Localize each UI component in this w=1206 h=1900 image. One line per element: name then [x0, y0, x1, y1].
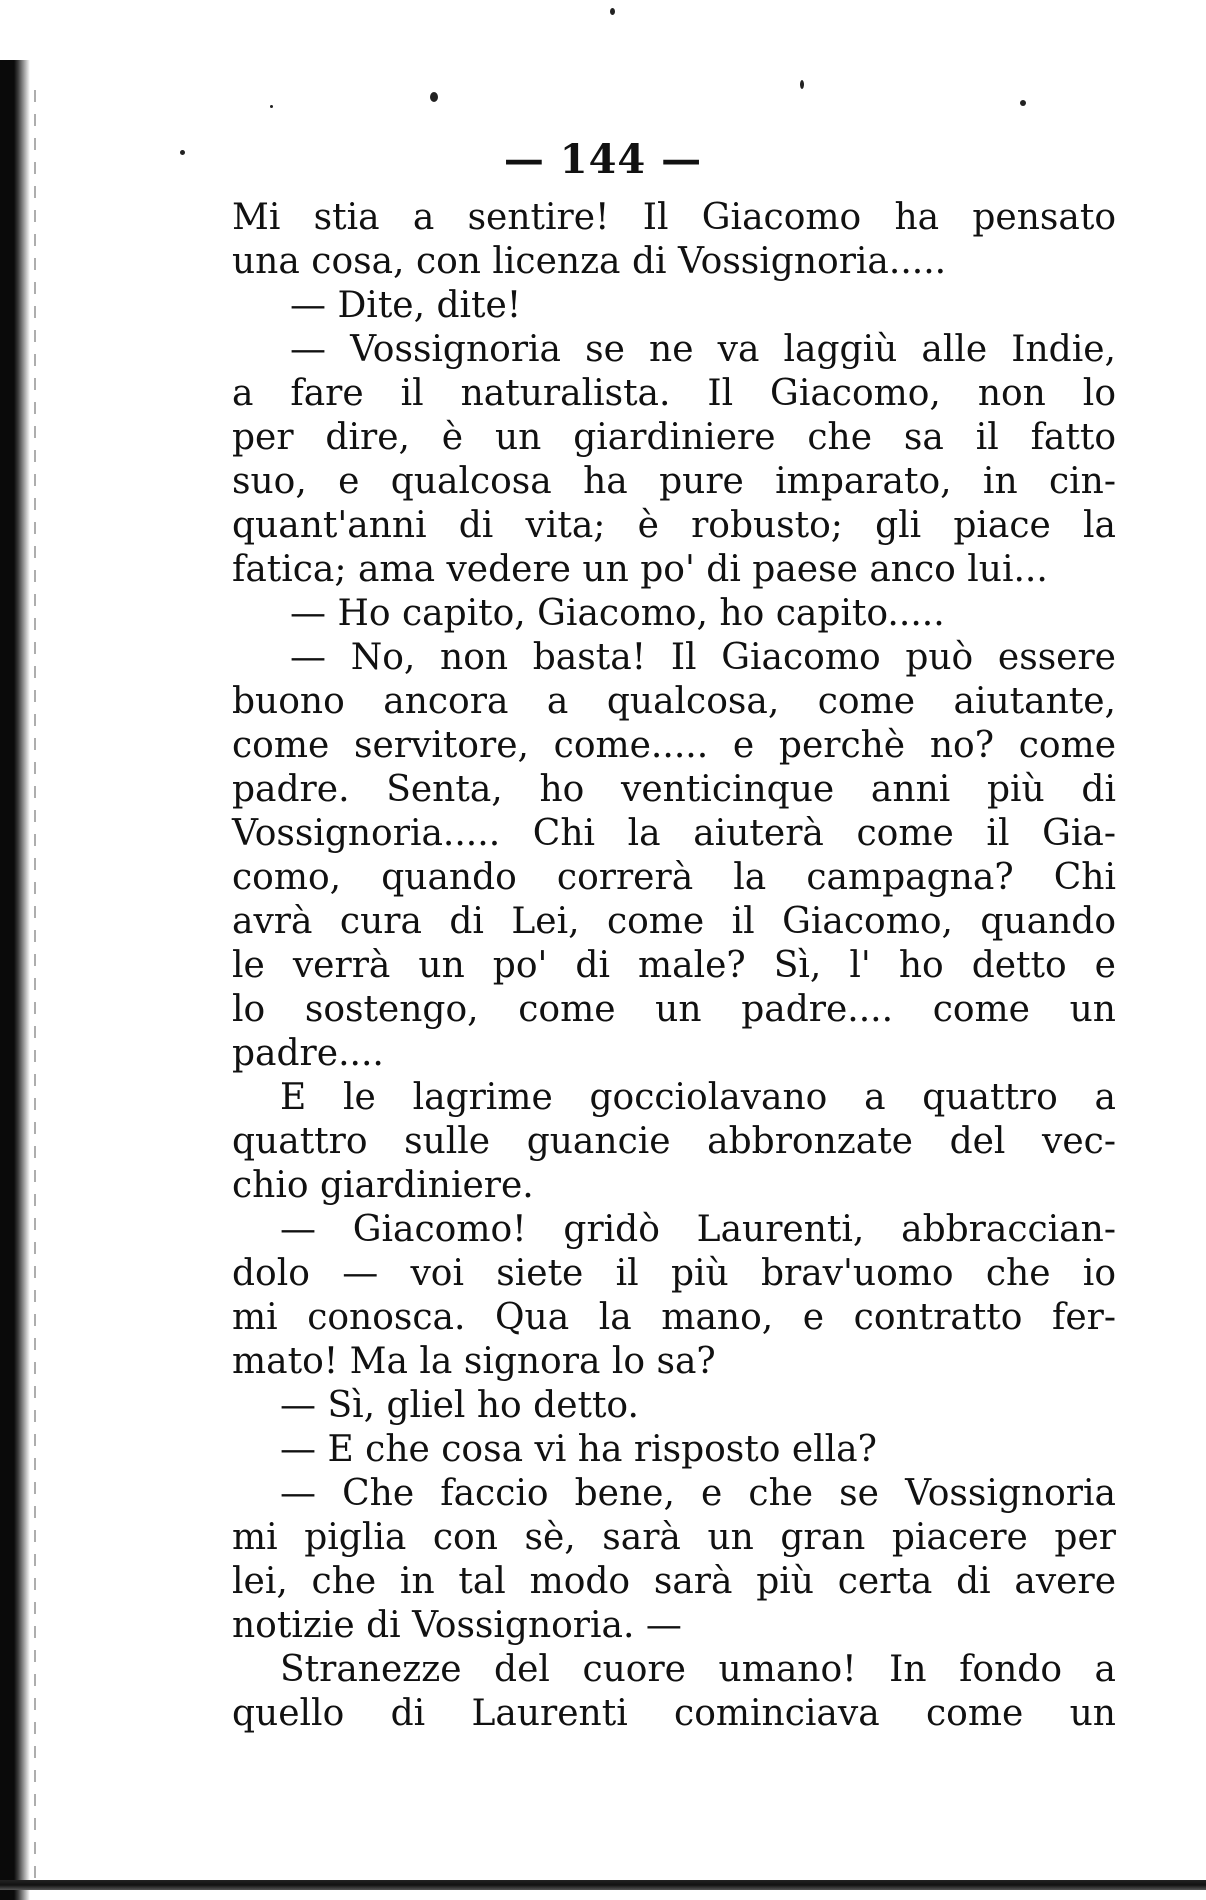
- text-line: — Dite, dite!: [290, 285, 522, 326]
- text-line: una cosa, con licenza di Vossignoria.....: [232, 241, 947, 282]
- text-line: — Vossignoria se ne va laggiù alle Indie,: [290, 329, 1116, 370]
- print-speck: [800, 80, 804, 89]
- text-line: suo, e qualcosa ha pure imparato, in cin-: [232, 461, 1116, 502]
- page-number: — 144 —: [503, 136, 703, 183]
- text-line: a fare il naturalista. Il Giacomo, non lo: [232, 373, 1116, 414]
- text-line: notizie di Vossignoria. —: [232, 1605, 682, 1646]
- text-line: come servitore, come..... e perchè no? come: [232, 725, 1116, 766]
- text-line: avrà cura di Lei, come il Giacomo, quando: [232, 901, 1116, 942]
- text-line: fatica; ama vedere un po' di paese anco lui...: [232, 549, 1048, 590]
- text-line: mato! Ma la signora lo sa?: [232, 1341, 716, 1382]
- text-line: padre. Senta, ho venticinque anni più di: [232, 769, 1116, 810]
- text-line: — Che faccio bene, e che se Vossignoria: [280, 1473, 1116, 1514]
- text-line: lei, che in tal modo sarà più certa di avere: [232, 1561, 1116, 1602]
- print-speck: [430, 92, 438, 102]
- text-line: buono ancora a qualcosa, come aiutante,: [232, 681, 1116, 722]
- text-line: chio giardiniere.: [232, 1165, 534, 1206]
- page-binding-edge: [0, 60, 30, 1900]
- text-line: Vossignoria..... Chi la aiuterà come il Gia-: [232, 813, 1116, 854]
- body-text: [232, 196, 1116, 1736]
- text-line: quello di Laurenti cominciava come un: [232, 1693, 1116, 1734]
- text-line: como, quando correrà la campagna? Chi: [232, 857, 1116, 898]
- print-speck: [270, 105, 273, 108]
- text-line: E le lagrime gocciolavano a quattro a: [280, 1077, 1116, 1118]
- text-line: Stranezze del cuore umano! In fondo a: [280, 1649, 1116, 1690]
- text-line: Mi stia a sentire! Il Giacomo ha pensato: [232, 197, 1116, 238]
- text-line: — Ho capito, Giacomo, ho capito.....: [290, 593, 945, 634]
- text-line: quant'anni di vita; è robusto; gli piace la: [232, 505, 1116, 546]
- text-line: — Sì, gliel ho detto.: [280, 1385, 639, 1426]
- page-gutter-shadow: [34, 90, 36, 1880]
- text-line: — Giacomo! gridò Laurenti, abbraccian-: [280, 1209, 1116, 1250]
- text-line: padre....: [232, 1033, 384, 1074]
- text-line: — E che cosa vi ha risposto ella?: [280, 1429, 877, 1470]
- text-line: quattro sulle guancie abbronzate del vec-: [232, 1121, 1116, 1162]
- print-speck: [610, 8, 615, 15]
- text-line: le verrà un po' di male? Sì, l' ho detto e: [232, 945, 1116, 986]
- print-speck: [1020, 100, 1026, 106]
- text-line: dolo — voi siete il più brav'uomo che io: [232, 1253, 1116, 1294]
- text-line: mi conosca. Qua la mano, e contratto fer-: [232, 1297, 1116, 1338]
- text-line: per dire, è un giardiniere che sa il fatto: [232, 417, 1116, 458]
- text-line: mi piglia con sè, sarà un gran piacere per: [232, 1517, 1116, 1558]
- text-line: — No, non basta! Il Giacomo può essere: [290, 637, 1116, 678]
- page-bottom-edge: [0, 1880, 1206, 1890]
- text-line: lo sostengo, come un padre.... come un: [232, 989, 1116, 1030]
